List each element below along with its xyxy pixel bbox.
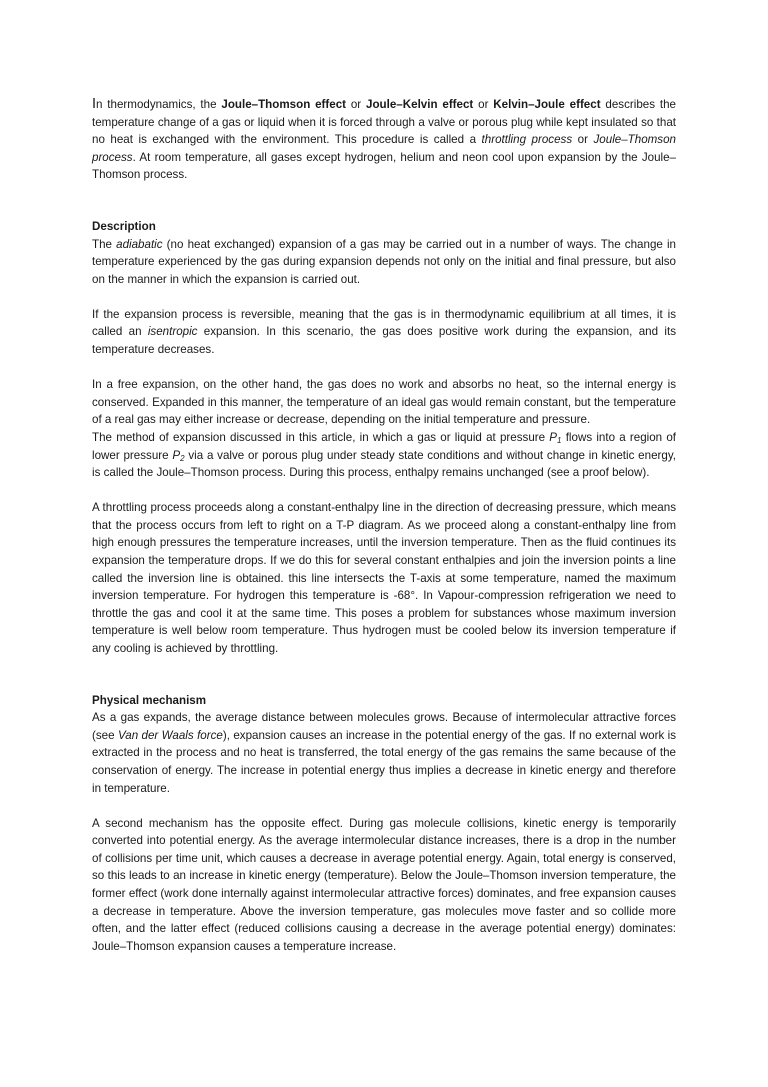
- term-joule-thomson: Joule–Thomson effect: [221, 98, 347, 111]
- description-paragraph-1: [92, 236, 676, 289]
- desc-p4-text-1: The method of expansion discussed in this article, in which a gas or liquid at pressure: [92, 430, 550, 444]
- section-heading-physical-mechanism: Physical mechanism: [92, 693, 207, 707]
- intro-text-5: or: [572, 133, 594, 147]
- intro-text-1: n thermodynamics, the: [96, 98, 222, 111]
- pressure-p2: [172, 449, 184, 462]
- section-heading-description: Description: [92, 219, 156, 233]
- spacer: [92, 658, 676, 692]
- term-kelvin-joule: Kelvin–Joule effect: [493, 98, 601, 111]
- phys-p1-text-2: ), expansion causes an increase in the potential energy of the gas. If no external work is extracted in the process and no heat is transferred, the total energy of the gas remains the same because of the conservation of energy. The increase in potential energy thus implies a decrease in kinetic energy and therefore in temperature.: [92, 728, 676, 795]
- spacer: [92, 797, 676, 815]
- spacer: [92, 288, 676, 306]
- description-paragraph-5: A throttling process proceeds along a constant-enthalpy line in the direction of decreasing pressure, which means that the process occurs from left to right on a T-P diagram. As we proceed along a constant-enthalpy line from high enough pressures the temperature increases, until the inversion temperature. Then as the fluid continues its expansion the temperature drops. If we do this for several constant enthalpies and join the inversion points a line called the inversion line is obtained. this line intersects the T-axis at some temperature, named the maximum inversion temperature. For hydrogen this temperature is -68°. In Vapour-compression refrigeration we need to throttle the gas and cool it at the same time. This poses a problem for substances whose maximum inversion temperature is well below room temperature. Thus hydrogen must be cooled below its inversion temperature if any cooling is achieved by throttling.: [92, 501, 676, 655]
- pressure-p1: [549, 431, 561, 444]
- description-paragraph-4: [92, 429, 676, 482]
- spacer: [92, 184, 676, 218]
- intro-paragraph: [92, 96, 676, 184]
- pressure-p2-sub: 2: [180, 453, 185, 463]
- physical-paragraph-1: [92, 709, 676, 797]
- term-joule-kelvin: Joule–Kelvin effect: [366, 98, 474, 111]
- description-paragraph-2: [92, 306, 676, 359]
- physical-paragraph-2: A second mechanism has the opposite effect. During gas molecule collisions, kinetic energy is temporarily converted into potential energy. As the average intermolecular distance increases, there is a drop in the number of collisions per time unit, which causes a decrease in average potential energy. Again, total energy is conserved, so this leads to an increase in kinetic energy (temperature). Below the Joule–Thomson inversion temperature, the former effect (work done internally against intermolecular attractive forces) dominates, and free expansion causes a decrease in temperature. Above the inversion temperature, gas molecules move faster and so collide more often, and the latter effect (reduced collisions causing a decrease in the average potential energy) dominates: Joule–Thomson expansion causes a temperature increase.: [92, 816, 676, 953]
- intro-text-4: describes the temperature change of a gas or liquid when it is forced through a valve or porous plug while kept insulated so that no heat is exchanged with the environment. This procedure is called a: [92, 98, 676, 147]
- intro-text-3: or: [473, 98, 494, 111]
- term-adiabatic: adiabatic: [116, 237, 163, 251]
- spacer: [92, 482, 676, 500]
- pressure-p2-var: P: [172, 448, 181, 462]
- document-body: [92, 96, 676, 955]
- intro-drop-cap: I: [92, 96, 97, 112]
- term-isentropic: isentropic: [147, 325, 198, 339]
- intro-text-6: . At room temperature, all gases except hydrogen, helium and neon cool upon expansion by the Joule–Thomson process.: [92, 150, 676, 182]
- term-joule-thomson-process: Joule–Thomson process: [92, 133, 676, 164]
- desc-p1-text-1: The: [92, 237, 117, 251]
- desc-p4-text-3: via a valve or porous plug under steady state conditions and without change in kinetic energy, is called the Joule–Thomson process. During this process, enthalpy remains unchanged (see a proof below).: [92, 448, 676, 480]
- desc-p4-text-2: flows into a region of lower pressure: [92, 430, 676, 462]
- description-paragraph-3: In a free expansion, on the other hand, the gas does no work and absorbs no heat, so the internal energy is conserved. Expanded in this manner, the temperature of an ideal gas would remain constant, but the temperature of a real gas may either increase or decrease, depending on the initial temperature and pressure.: [92, 378, 676, 427]
- intro-text-2: or: [346, 98, 367, 111]
- desc-p2-text-1: If the expansion process is reversible, meaning that the gas is in thermodynamic equilibrium at all times, it is called an: [92, 307, 676, 339]
- phys-p1-text-1: As a gas expands, the average distance between molecules grows. Because of intermolecular attractive forces (see: [92, 711, 676, 742]
- term-throttling-process: throttling process: [481, 133, 573, 147]
- pressure-p1-var: P: [549, 430, 558, 444]
- term-van-der-waals-force: Van der Waals force: [117, 728, 223, 742]
- spacer: [92, 359, 676, 377]
- desc-p1-text-2: (no heat exchanged) expansion of a gas may be carried out in a number of ways. The change in temperature experienced by the gas during expansion depends not only on the initial and final pressure, but also on the manner in which the expansion is carried out.: [92, 237, 677, 286]
- desc-p2-text-2: expansion. In this scenario, the gas does positive work during the expansion, and its temperature decreases.: [92, 325, 676, 357]
- pressure-p1-sub: 1: [557, 435, 562, 445]
